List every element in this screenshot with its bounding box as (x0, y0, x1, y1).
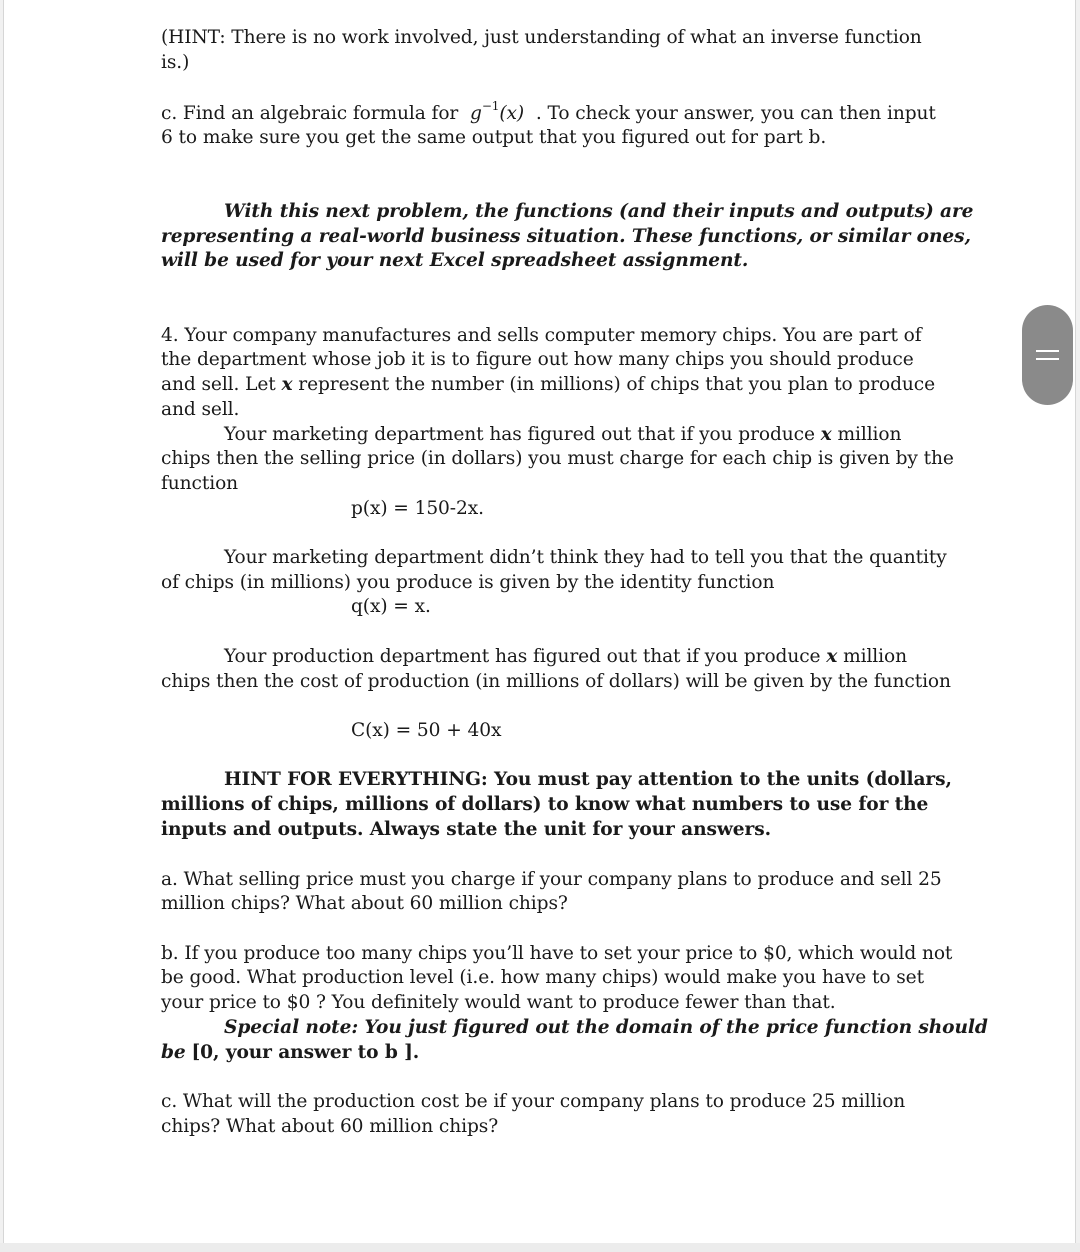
variable-x: x (826, 646, 838, 667)
problem4-line-4: and sell. (161, 399, 240, 420)
intro-note-line-3: will be used for your next Excel spreadsheet assignment. (161, 250, 749, 271)
part-c-inverse-tail: . To check your answer, you can then input (535, 103, 936, 124)
part-b-line-3: your price to $0 ? You definitely would want to produce fewer than that. (161, 992, 836, 1013)
hint-inverse-line-1: (HINT: There is no work involved, just understanding of what an inverse function (161, 27, 922, 48)
inverse-superscript: −1 (481, 98, 500, 113)
part-c-inverse-line-2: 6 to make sure you get the same output that you figured out for part b. (161, 127, 827, 148)
production-cost-line-2: chips then the cost of production (in millions of dollars) will be given by the function (161, 671, 951, 692)
marketing-price-line-3: function (161, 473, 239, 494)
part-b-line-1: b. If you produce too many chips you’ll have to set your price to $0, which would not (161, 943, 953, 964)
inverse-func-arg: (x) (499, 103, 525, 124)
production-cost-line-1 (224, 645, 907, 669)
marketing-price-line-1-a: Your marketing department has figured out that if you produce (224, 424, 815, 445)
units-hint-line-2: millions of chips, millions of dollars) to know what numbers to use for the (161, 794, 929, 815)
price-function-formula: p(x) = 150-2x. (351, 498, 484, 519)
part-a-line-2: million chips? What about 60 million chips? (161, 893, 568, 914)
intro-note-line-1: With this next problem, the functions (and their inputs and outputs) are (224, 201, 974, 222)
production-cost-line-1-a: Your production department has figured out that if you produce (224, 646, 821, 667)
part-b-line-2: be good. What production level (i.e. how many chips) would make you have to set (161, 967, 924, 988)
problem4-line-3-b: represent the number (in millions) of chips that you plan to produce (298, 374, 935, 395)
part-a-line-1: a. What selling price must you charge if your company plans to produce and sell 25 (161, 869, 942, 890)
production-cost-line-1-b: million (843, 646, 907, 667)
marketing-price-line-2: chips then the selling price (in dollars) you must charge for each chip is given by the (161, 448, 954, 469)
problem4-line-1: 4. Your company manufactures and sells computer memory chips. You are part of (161, 325, 922, 346)
special-note-line-1: Special note: You just figured out the domain of the price function should (224, 1017, 988, 1038)
inverse-func-symbol: g (470, 103, 482, 124)
part-c-line-2: chips? What about 60 million chips? (161, 1116, 499, 1137)
part-c-inverse-lead: c. Find an algebraic formula for (161, 103, 459, 124)
intro-note-line-2: representing a real-world business situation. These functions, or similar ones, (161, 226, 971, 247)
document-page (3, 0, 1076, 1243)
units-hint-line-3: inputs and outputs. Always state the unit for your answers. (161, 819, 771, 840)
bottom-edge (0, 1243, 1080, 1252)
variable-x: x (281, 374, 293, 395)
units-hint-line-1: HINT FOR EVERYTHING: You must pay attention to the units (dollars, (224, 769, 952, 790)
problem4-line-2: the department whose job it is to figure out how many chips you should produce (161, 349, 914, 370)
marketing-quantity-line-1: Your marketing department didn’t think they had to tell you that the quantity (224, 547, 947, 568)
variable-x: x (820, 424, 832, 445)
problem4-line-3-a: and sell. Let (161, 374, 276, 395)
marketing-quantity-line-2: of chips (in millions) you produce is given by the identity function (161, 572, 775, 593)
part-c-line-1: c. What will the production cost be if your company plans to produce 25 million (161, 1091, 906, 1112)
part-c-inverse-line-1 (161, 98, 936, 126)
special-note-line-2 (161, 1041, 419, 1065)
problem4-line-3 (161, 373, 935, 397)
hint-inverse-line-2: is.) (161, 52, 190, 73)
inverse-formula (470, 98, 525, 124)
special-note-be: be (161, 1042, 186, 1063)
cost-function-formula: C(x) = 50 + 40x (351, 720, 502, 741)
special-note-domain: [0, your answer to b ]. (191, 1042, 420, 1063)
scroll-handle[interactable] (1022, 305, 1073, 405)
quantity-function-formula: q(x) = x. (351, 596, 431, 617)
marketing-price-line-1-b: million (837, 424, 902, 445)
marketing-price-line-1 (224, 423, 901, 447)
